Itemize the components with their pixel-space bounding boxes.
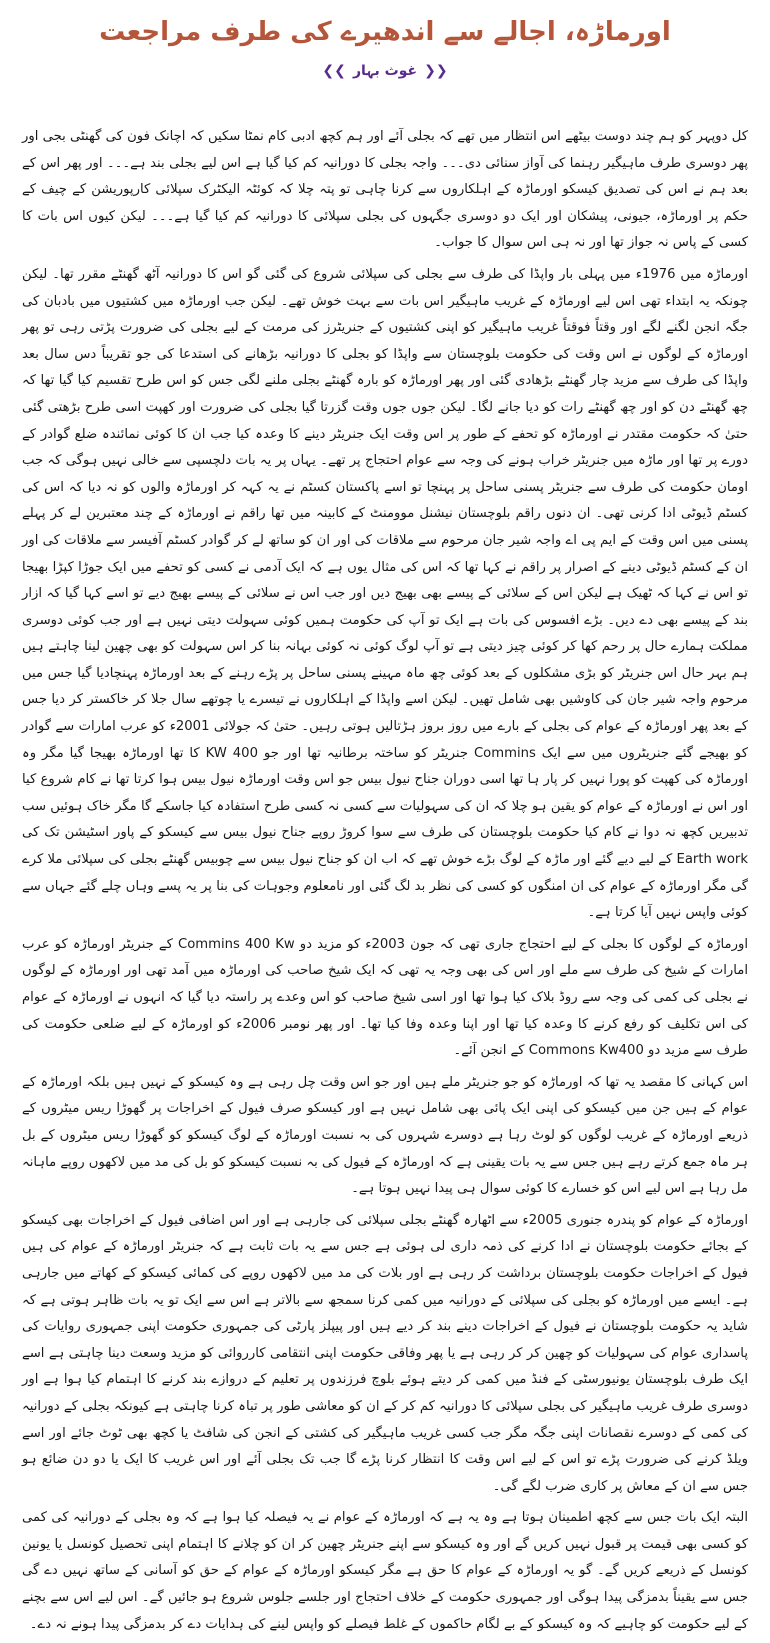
paragraph: اس کہانی کا مقصد یہ تھا کہ اورماڑہ کو جو جنریٹر ملے ہیں اور جو اس وقت چل رہی ہے وہ کیسکو کے نہیں ہیں بلکہ اورماڑہ کے عوام کے ہیں جن میں کیسکو کی اپنی ایک پائی بھی شامل نہیں ہے اور کیسکو صرف فیول کے اخراجات پر گھوڑا ریس میٹروں کے ذریعے اورماڑہ کے غریب لوگوں کو لوٹ رہا ہے دوسرے شہروں کی بہ نسبت اورماڑہ کے لوگ کیسکو کو گھوڑا ریس میٹروں کے بل ہر ماہ جمع کرتے رہے ہیں جس سے یہ بات یقینی ہے کہ اورماڑہ کے فیول کی بہ نسبت کیسکو کو بل کی مد میں لاکھوں روپے ماہانہ مل رہا ہے اس لیے اس کو خسارے کا کوئی سوال ہی پیدا نہیں ہوتا ہے۔ <box>22 1074 748 1197</box>
paragraph: اورماڑہ میں 1976ء میں پہلی بار واپڈا کی طرف سے بجلی کی سپلائی شروع کی گئی گو اس کا دورانیہ آٹھ گھنٹے مقرر تھا۔ لیکن چونکہ یہ ابتداء تھی اس لیے اورماڑہ کے غریب ماہیگیر اس بات سے بہت خوش تھے۔ لیکن جب اورماڑہ میں کشتیوں میں بادبان کی جگہ انجن لگنے لگے اور وقتاً فوقتاً غریب ماہیگیر کو اپنی کشتیوں کے جنریٹرز کی مرمت کے لیے بجلی کی ضرورت پڑتی رہی تو پھر اورماڑہ کے لوگوں نے اس وقت کی حکومت بلوچستان سے واپڈا کو بجلی کا دورانیہ بڑھانے کی استدعا کی جو تقریباً دس سال بعد واپڈا کی طرف سے مزید چار گھنٹے بڑھادی گئی اور پھر اورماڑہ کو بارہ گھنٹے بجلی ملنے لگی جس کو اس طرح تقسیم کیا گیا تھا کہ چھ گھنٹے دن کو اور چھ گھنٹے رات کو دیا جانے لگا۔ لیکن جوں جوں وقت گزرتا گیا بجلی کی ضرورت اور کھپت اسی طرح بڑھتی گئی حتیٰ کہ حکومت مقتدر نے اورماڑہ کو تحفے کے طور پر اس وقت ایک جنریٹر دینے کا وعدہ کیا جب ان کا کوئی نمائندہ ضلع گوادر کے دورے پر تھا اور ماڑہ میں جنریٹر خراب ہونے کی وجہ سے عوام احتجاج پر تھے۔ یہاں پر یہ بات دلچسپی سے خالی نہیں ہوگی کہ جب اومان حکومت کی طرف سے جنریٹر پسنی ساحل پر پہنچا تو اسے پاکستان کسٹم نے یہ کہہ کر اورماڑہ والوں کو نہ دیا کہ اس کی کسٹم ڈیوٹی ادا کرنی تھی۔ ان دنوں راقم بلوچستان نیشنل موومنٹ کے کابینہ میں تھا راقم نے اورماڑہ کے چند معتبرین لے کر پہلے پسنی میں اس وقت کے ایم پی اے واجہ شیر جان مرحوم سے ملاقات کی اور ان کو ساتھ لے کر گوادر کسٹم آفیسر سے ملاقات کی اور ان کے کسٹم ڈیوٹی دینے کے اصرار پر راقم نے کہا تھا کہ اس کی مثال یوں ہے کہ ایک آدمی نے کسی کو تحفے میں ایک جوڑا کپڑا بھیجا تو اس نے کہا کہ ٹھیک ہے لیکن اس کے سلائی کے پیسے بھی بھیج دیں اور جب اس نے سلائی کے پیسے بھیج دیے تو اسے کہا گیا کہ ازار بند کے پیسے بھی دے دیں۔ بڑے افسوس کی بات ہے ایک تو آپ کی حکومت ہمیں کوئی سہولت دیتی نہیں ہے اور جب کوئی دوسری مملکت ہمارے حال پر رحم کھا کر کوئی چیز دیتی ہے تو آپ لوگ کوئی نہ کوئی بہانہ بنا کر اس سہولت کو بھی چھین لینا چاہتے ہیں ہم بہر حال اس جنریٹر کو بڑی مشکلوں کے بعد کوئی چھ ماہ مہینے پسنی ساحل پر پڑے رہنے کے بعد اورماڑہ پہنچادیا گیا جس میں مرحوم واجہ شیر جان کی کاوشیں بھی شامل تھیں۔ لیکن اسے واپڈا کے اہلکاروں نے تیسرے یا چوتھے سال جلا کر خاکستر کر دیا جس کے بعد پھر اورماڑہ کے عوام کی بجلی کے بارے میں روز بروز ہڑتالیں ہوتی رہیں۔ حتیٰ کہ جولائی 2001ء کو عرب امارات سے گوادر کو بھیجے گئے جنریٹروں میں سے ایک Commins جنریٹر کو ساختہ برطانیہ تھا اور جو 400 KW کا تھا اورماڑہ بھیجا گیا مگر وہ اورماڑہ کی کھپت کو پورا نہیں کر پار ہا تھا اسی دوران جناح نیول بیس جو اس وقت اورماڑہ نیول بیس ہوا کرتا تھا نے کام شروع کیا اور اس نے اورماڑہ کے عوام کو یقین ہو چلا کہ ان کی سہولیات سے کسی نہ کسی طرح استفادہ کیا جاسکے گا مگر خاک ہوئیں سب تدبیریں کچھ نہ دوا نے کام کیا حکومت بلوچستان کی طرف سے سوا کروڑ روپے جناح نیول بیس سے کیسکو کے پاور اسٹیشن تک کی Earth work کے لیے دیے گئے اور ماڑہ کے لوگ بڑے خوش تھے کہ اب ان کو جناح نیول بیس سے چوبیس گھنٹے بجلی کی سپلائی ملا کرے گی مگر اورماڑہ کے عوام کی ان امنگوں کو کسی کی نظر بد لگ گئی اور نامعلوم وجوہات کی بنا پر یہ پسے وہاں چلے گئے جہاں سے کوئی واپس نہیں آیا کرتا ہے۔ <box>22 266 749 921</box>
ornament-right-icon: ❯❯ <box>424 63 448 79</box>
byline-container <box>0 60 770 82</box>
paragraph: اورماڑہ کے عوام کو پندرہ جنوری 2005ء سے اٹھارہ گھنٹے بجلی سپلائی کی جارہی ہے اور اس اضافی فیول کے اخراجات بھی کیسکو کے بجائے حکومت بلوچستان نے ادا کرنے کی ذمہ داری لی ہوئی ہے جس سے یہ بات ثابت ہے کہ جنریٹر اورماڑہ کے عوام کی ہیں فیول کے اخراجات حکومت بلوچستان برداشت کر رہی ہے اور بلات کی مد میں لاکھوں روپے کی کمائی کیسکو کے کھاتے میں جارہی ہے۔ ایسے میں اورماڑہ کو بجلی کی سپلائی کے دورانیہ میں کمی کرنا سمجھ سے بالاتر ہے اس سے ایک تو یہ بات ظاہر ہوتی ہے کہ شاید یہ حکومت بلوچستان نے فیول کے اخراجات دینے بند کر دیے ہیں اور پیپلز پارٹی کی جمہوری حکومت اپنی جمہوری روایات کی پاسداری عوام کی سہولیات کو چھین کر کر رہی ہے یا پھر وفاقی حکومت اپنی انتقامی کارروائی کو مزید وسعت دینا چاہتی ہے اسے ایک طرف بلوچستان یونیورسٹی کے فنڈ میں کمی کر دیتے ہوئے بلوچ فرزندوں پر تعلیم کے دروازے بند کرنے کا اہتمام کیا ہوا ہے اور دوسری طرف غریب ماہیگیر کی بجلی سپلائی کا دورانیہ کم کر کے ان کو معاشی طور پر تباہ کرنا چاہتی ہے کیونکہ بجلی کے دورانیہ کی کمی کے دوسرے نقصانات اپنی جگہ مگر جب کسی غریب ماہیگیر کی کشتی کے انجن کی شافٹ یا کچھ بھی ٹوٹ جائے اور اسے ویلڈ کرنے کی ضرورت پڑے تو اس کے لیے اس وقت کا انتظار کرنا پڑے گا جب تک بجلی آئے اور اس غریب کا ایک یا دو دن ضائع ہو جس سے ان کے معاش پر کاری ضرب لگے گی۔ <box>22 1212 749 1494</box>
article-body <box>22 124 748 1643</box>
paragraph: اورماڑہ کے لوگوں کا بجلی کے لیے احتجاج جاری تھی کہ جون 2003ء کو مزید دو Commins 400 Kw کے جنریٹر اورماڑہ کو عرب امارات کے شیخ کی طرف سے ملے اور اس کی بھی وجہ یہ تھی کہ ایک شیخ صاحب کی اورماڑہ میں آمد تھی اور اورماڑہ کے لوگوں نے بجلی کی کمی کی وجہ سے روڈ بلاک کیا ہوا تھا اور اسی شیخ صاحب کو اس وعدے پر راستہ دیا گیا کہ انہوں نے اورماڑہ کے عوام کی اس تکلیف کو رفع کرنے کا وعدہ کیا تھا اور اپنا وعدہ وفا کیا تھا۔ اور پھر نومبر 2006ء کو اورماڑہ کے لیے ضلعی حکومت کی طرف سے مزید دو Commons Kw400 کے انجن آئے۔ <box>22 936 749 1059</box>
ornament-left-icon: ❮❮ <box>322 63 346 79</box>
paragraph: البتہ ایک بات جس سے کچھ اطمینان ہوتا ہے وہ یہ ہے کہ اورماڑہ کے عوام نے یہ فیصلہ کیا ہوا ہے کہ وہ بجلی کے دورانیہ کی کمی کو کسی بھی قیمت پر قبول نہیں کریں گے اور وہ کیسکو سے اپنے جنریٹر چھین کر ان کو چلانے کا اہتمام اپنی تحصیل کونسل یا یونین کونسل کے ذریعے کریں گے۔ گو یہ اورماڑہ کے عوام کا حق ہے مگر کیسکو اورماڑہ کے عوام کے حق کو آسانی کے ساتھ نہیں دے گی جس سے یقیناً بدمزگی پیدا ہوگی اور جمہوری حکومت کے خلاف احتجاج اور جلسے جلوس شروع ہو جائیں گے۔ اس لیے اس سے بچنے کے لیے حکومت کو چاہیے کہ وہ کیسکو کے بے لگام حاکموں کے غلط فیصلے کو واپس لینے کی ہدایات دے کر بدمزگی پیدا ہونے نہ دے۔ <box>22 1510 748 1632</box>
author-name: غوث بہار <box>352 63 418 79</box>
article-title: اورماڑہ، اجالے سے اندھیرے کی طرف مراجعت <box>99 17 671 47</box>
paragraph: کل دوپہر کو ہم چند دوست بیٹھے اس انتظار میں تھے کہ بجلی آئے اور ہم کچھ ادبی کام نمٹا سکیں کہ اچانک فون کی گھنٹی بجی اور پھر دوسری طرف ماہیگیر رہنما کی آواز سنائی دی۔۔۔ واجہ بجلی کا دورانیہ کم کیا گیا ہے اس لیے بجلی بند ہے۔۔۔ اور پھر اس کے بعد ہم نے اس کی تصدیق کیسکو اورماڑہ کے اہلکاروں سے کرنا چاہی تو پتہ چلا کہ کوئٹہ الیکٹرک سپلائی کارپوریشن کے چیف کے حکم پر اورماڑہ، جیونی، پیشکان اور ایک دو دوسری جگہوں کی بجلی سپلائی کا دورانیہ کم کیا گیا ہے۔۔۔ لیکن کیوں اس بات کا کسی کے پاس نہ جواز تھا اور نہ ہی اس سوال کا جواب۔ <box>22 129 748 251</box>
